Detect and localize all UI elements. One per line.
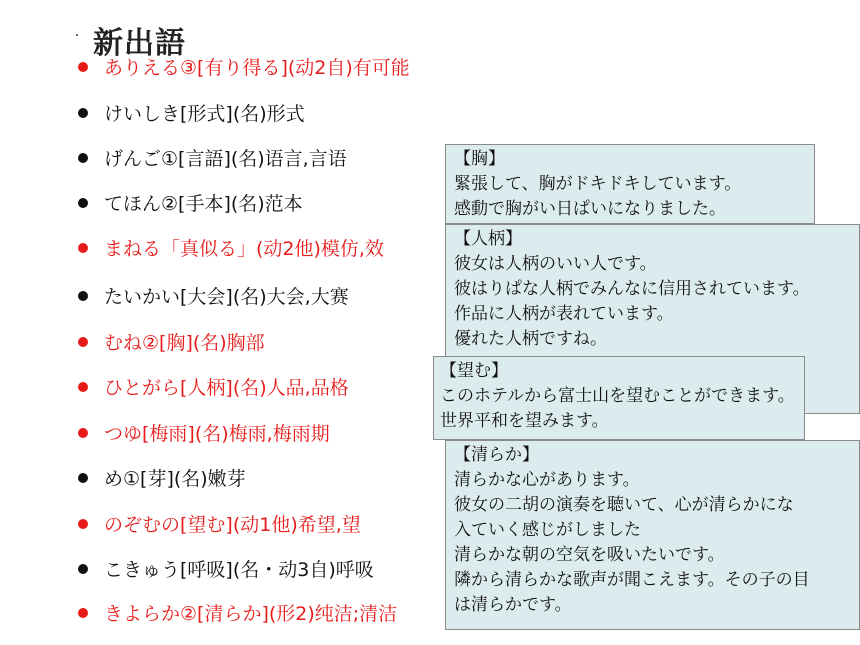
example-card-mune (445, 144, 815, 224)
card-line: 清らかな朝の空気を吸いたいです。 (454, 545, 725, 565)
card-heading: 【人柄】 (454, 229, 522, 249)
card-line: 彼はりぱな人柄でみんなに信用されています。 (454, 279, 810, 299)
vocab-item-gengo: げんご①[言語](名)语言,言语 (78, 147, 347, 171)
vocab-item-taikai: たいかい[大会](名)大会,大赛 (78, 285, 349, 309)
card-heading: 【望む】 (440, 361, 508, 381)
bullet-icon (78, 62, 88, 72)
card-line: 隣から清らかな歌声が聞こえます。その子の目 (454, 570, 810, 590)
vocab-item-arieru: ありえる③[有り得る](动2自)有可能 (78, 56, 410, 80)
bullet-icon (78, 337, 88, 347)
card-line: 優れた人柄ですね。 (454, 329, 607, 349)
card-line: 彼女は人柄のいい人です。 (454, 254, 657, 274)
card-heading: 【胸】 (454, 149, 505, 169)
corner-dot (76, 34, 78, 36)
vocab-item-kiyoraka: きよらか②[清らか](形2)纯洁;清洁 (78, 602, 397, 626)
card-line: は清らかです。 (454, 595, 572, 615)
bullet-icon (78, 519, 88, 529)
example-card-nozomu (433, 356, 805, 440)
card-line: 作品に人柄が表れています。 (454, 304, 674, 324)
vocab-item-tehon: てほん②[手本](名)范本 (78, 192, 303, 216)
vocab-item-mune: むね②[胸](名)胸部 (78, 331, 265, 355)
bullet-icon (78, 198, 88, 208)
vocab-item-me: め①[芽](名)嫩芽 (78, 467, 246, 491)
card-line: 彼女の二胡の演奏を聴いて、心が清らかにな (454, 495, 794, 515)
example-card-kiyoraka (445, 440, 860, 630)
card-line: 緊張して、胸がドキドキしています。 (454, 174, 742, 194)
bullet-icon (78, 608, 88, 618)
bullet-icon (78, 153, 88, 163)
bullet-icon (78, 564, 88, 574)
card-line: 清らかな心があります。 (454, 470, 640, 490)
bullet-icon (78, 108, 88, 118)
card-line: 感動で胸がい日ぱいになりました。 (454, 199, 726, 219)
card-line: 入ていく感じがしました (454, 520, 641, 540)
vocab-item-kokyuu: こきゅう[呼吸](名・动3自)呼吸 (78, 558, 374, 582)
vocab-item-hitogara: ひとがら[人柄](名)人品,品格 (78, 376, 349, 400)
bullet-icon (78, 428, 88, 438)
vocab-item-keishiki: けいしき[形式](名)形式 (78, 102, 305, 126)
card-line: このホテルから富士山を望むことができます。 (440, 386, 795, 406)
vocab-item-maneru: まねる「真似る」(动2他)模仿,效 (78, 237, 384, 261)
bullet-icon (78, 473, 88, 483)
bullet-icon (78, 243, 88, 253)
bullet-icon (78, 382, 88, 392)
vocab-item-nozomu: のぞむの[望む](动1他)希望,望 (78, 513, 361, 537)
card-heading: 【清らか】 (454, 445, 539, 465)
page-title: 新出語 (93, 26, 186, 61)
bullet-icon (78, 291, 88, 301)
vocab-item-tsuyu: つゆ[梅雨](名)梅雨,梅雨期 (78, 422, 330, 446)
card-line: 世界平和を望みます。 (440, 411, 609, 431)
